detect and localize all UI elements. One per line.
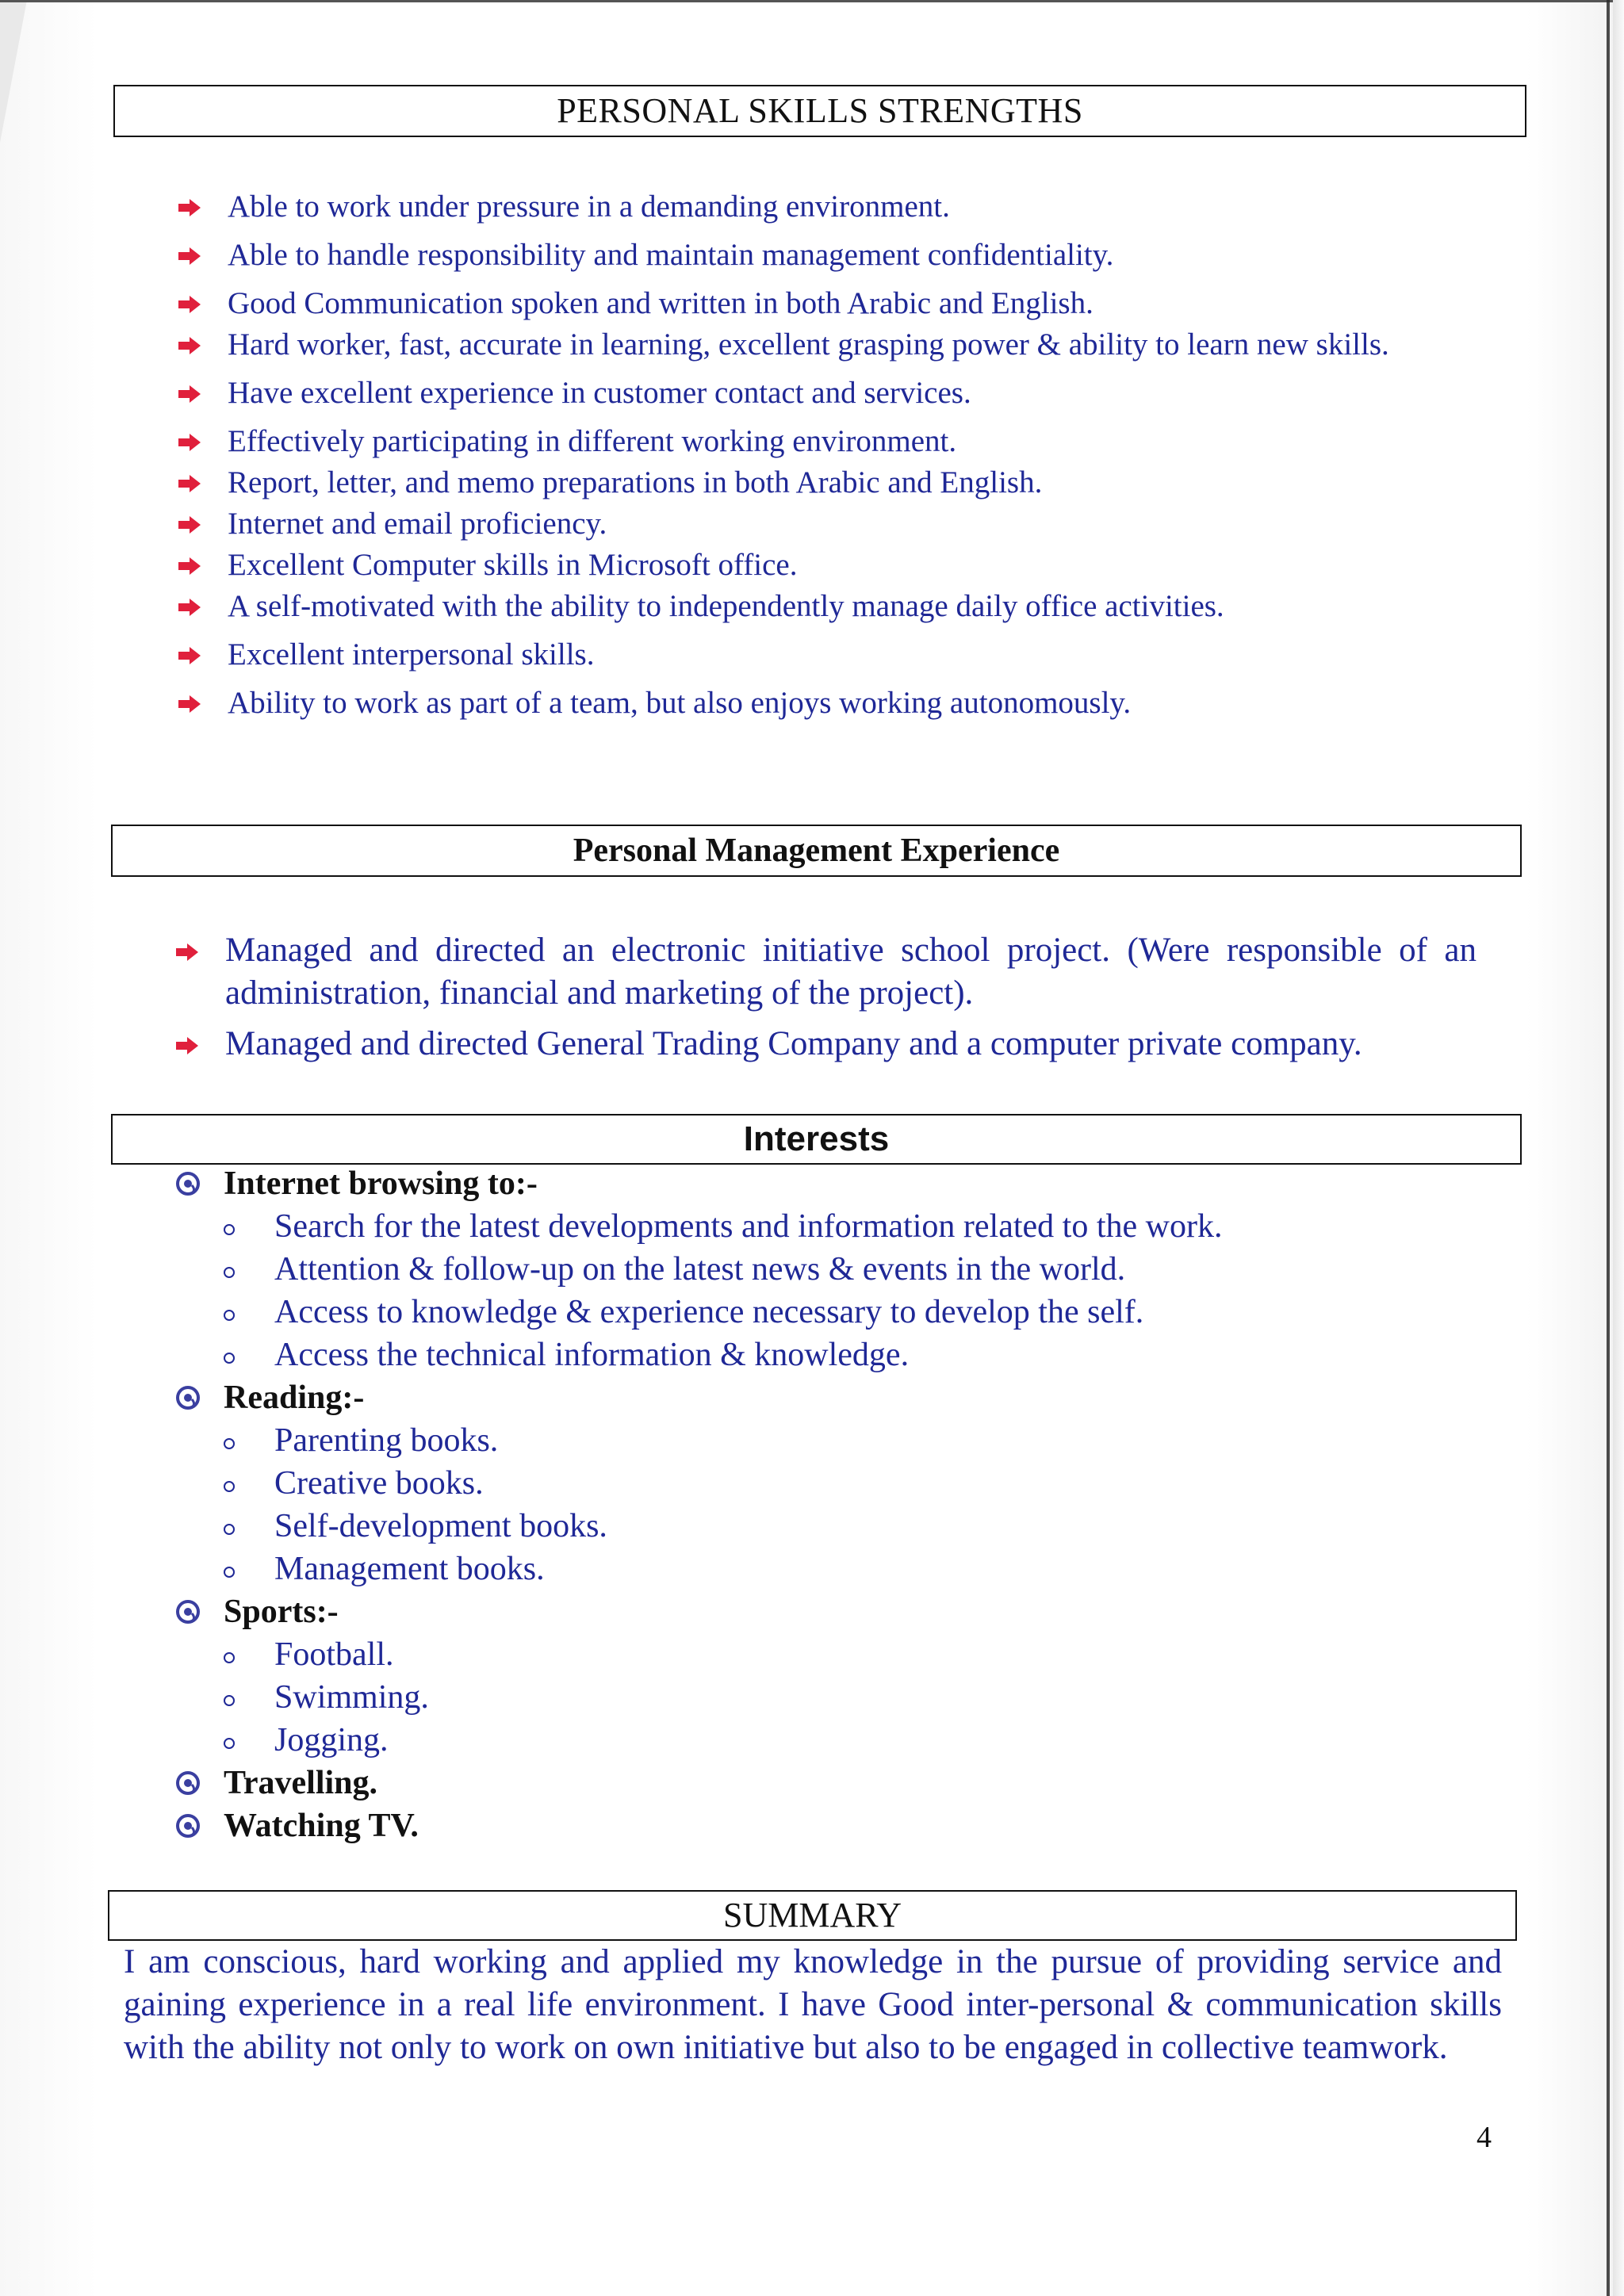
swirl-icon	[176, 1771, 200, 1795]
interest-item-text: Management books.	[274, 1551, 545, 1587]
summary-text: I am conscious, hard working and applied my knowledge in the pursue of providing service and gaining experience in a real life environment. I have Good inter-personal & communication skills with the ability not only to work on own initiative but also to be engaged in collective teamwork.	[124, 1943, 1502, 2066]
ring-bullet-icon	[224, 1224, 235, 1235]
summary-section-title: SUMMARY	[108, 1890, 1517, 1941]
list-item	[174, 1719, 1522, 1762]
ring-bullet-icon	[224, 1481, 235, 1492]
interest-category-label: Travelling.	[224, 1765, 378, 1801]
ring-bullet-icon	[224, 1652, 235, 1663]
interest-category-heading	[174, 1762, 1522, 1804]
ring-bullet-icon	[224, 1695, 235, 1706]
arrow-right-icon	[178, 337, 201, 354]
ring-bullet-icon	[224, 1353, 235, 1364]
arrow-right-icon	[178, 647, 201, 664]
interests-list	[174, 1162, 1522, 1847]
list-item	[178, 545, 1415, 585]
page-right-edge	[1607, 0, 1610, 2296]
interest-category	[174, 1804, 1522, 1847]
list-item	[178, 235, 1415, 275]
arrow-right-icon	[178, 516, 201, 534]
list-item	[178, 373, 1415, 413]
interest-category-heading	[174, 1804, 1522, 1847]
interest-category	[174, 1590, 1522, 1762]
list-item	[174, 1419, 1522, 1462]
list-item	[178, 683, 1415, 723]
list-item	[174, 1548, 1522, 1590]
arrow-right-icon	[178, 599, 201, 616]
interest-sub-list	[174, 1205, 1522, 1376]
list-item	[176, 929, 1477, 1015]
skill-text: Ability to work as part of a team, but also enjoys working autonomously.	[228, 686, 1132, 720]
arrow-right-icon	[178, 434, 201, 451]
interest-sub-list	[174, 1633, 1522, 1762]
list-item	[174, 1505, 1522, 1548]
list-item	[174, 1462, 1522, 1505]
skill-text: A self-motivated with the ability to independently manage daily office activities.	[228, 589, 1224, 623]
arrow-right-icon	[178, 385, 201, 403]
interests-section-title: Interests	[111, 1114, 1522, 1165]
interest-category-heading	[174, 1162, 1522, 1205]
arrow-right-icon	[178, 695, 201, 713]
arrow-right-icon	[176, 1037, 198, 1054]
page-number: 4	[1477, 2121, 1492, 2154]
arrow-right-icon	[178, 475, 201, 492]
list-item	[174, 1205, 1522, 1248]
ring-bullet-icon	[224, 1438, 235, 1449]
swirl-icon	[176, 1814, 200, 1838]
list-item	[178, 187, 1415, 227]
ring-bullet-icon	[224, 1738, 235, 1749]
interest-category	[174, 1762, 1522, 1804]
interest-item-text: Access the technical information & knowledge.	[274, 1337, 910, 1373]
list-item	[178, 587, 1415, 626]
skill-text: Excellent interpersonal skills.	[228, 637, 595, 672]
list-item	[174, 1633, 1522, 1676]
skills-list	[178, 187, 1415, 732]
list-item	[178, 463, 1415, 503]
page-top-edge	[0, 0, 1624, 2]
interest-item-text: Self-development books.	[274, 1508, 607, 1544]
interest-category-heading	[174, 1590, 1522, 1633]
interest-category	[174, 1376, 1522, 1590]
skill-text: Able to work under pressure in a demanding environment.	[228, 189, 950, 224]
management-section-title: Personal Management Experience	[111, 825, 1522, 877]
list-item	[174, 1676, 1522, 1719]
skills-section-title: PERSONAL SKILLS STRENGTHS	[113, 85, 1526, 137]
list-item	[174, 1334, 1522, 1376]
interest-category-label: Sports:-	[224, 1594, 339, 1630]
skill-text: Report, letter, and memo preparations in both Arabic and English.	[228, 465, 1043, 499]
interest-item-text: Creative books.	[274, 1465, 484, 1502]
swirl-icon	[176, 1386, 200, 1410]
interest-category-label: Reading:-	[224, 1380, 365, 1416]
interest-item-text: Parenting books.	[274, 1422, 499, 1459]
skill-text: Internet and email proficiency.	[228, 507, 607, 541]
list-item	[174, 1291, 1522, 1334]
ring-bullet-icon	[224, 1267, 235, 1278]
list-item	[178, 635, 1415, 675]
list-item	[178, 422, 1415, 461]
list-item	[174, 1248, 1522, 1291]
list-item	[178, 325, 1415, 365]
page-corner-fold	[0, 0, 27, 143]
interest-category-heading	[174, 1376, 1522, 1419]
swirl-icon	[176, 1600, 200, 1624]
interest-item-text: Access to knowledge & experience necessary to develop the self.	[274, 1294, 1144, 1330]
skill-text: Have excellent experience in customer contact and services.	[228, 376, 971, 410]
page-right-shadow	[1613, 0, 1624, 2296]
skill-text: Good Communication spoken and written in both Arabic and English.	[228, 286, 1094, 320]
skill-text: Excellent Computer skills in Microsoft office.	[228, 548, 798, 582]
interest-category-label: Internet browsing to:-	[224, 1165, 538, 1202]
ring-bullet-icon	[224, 1567, 235, 1578]
arrow-right-icon	[178, 557, 201, 575]
list-item	[178, 284, 1415, 323]
interest-item-text: Attention & follow-up on the latest news & events in the world.	[274, 1251, 1126, 1288]
arrow-right-icon	[178, 247, 201, 265]
list-item	[178, 504, 1415, 544]
arrow-right-icon	[178, 199, 201, 216]
management-text: Managed and directed General Trading Company and a computer private company.	[225, 1025, 1362, 1062]
skill-text: Effectively participating in different working environment.	[228, 424, 957, 458]
ring-bullet-icon	[224, 1310, 235, 1321]
ring-bullet-icon	[224, 1524, 235, 1535]
interest-item-text: Jogging.	[274, 1722, 389, 1758]
interest-sub-list	[174, 1419, 1522, 1590]
interest-category	[174, 1162, 1522, 1376]
arrow-right-icon	[178, 296, 201, 313]
skill-text: Able to handle responsibility and maintain management confidentiality.	[228, 238, 1114, 272]
management-text: Managed and directed an electronic initiative school project. (Were responsible of an administration, financial and marketing of the project).	[225, 932, 1477, 1012]
skill-text: Hard worker, fast, accurate in learning, excellent grasping power & ability to learn new skills.	[228, 327, 1389, 362]
list-item	[176, 1023, 1477, 1066]
interest-item-text: Swimming.	[274, 1679, 429, 1716]
interest-category-label: Watching TV.	[224, 1808, 419, 1844]
arrow-right-icon	[176, 943, 198, 961]
interest-item-text: Football.	[274, 1636, 394, 1673]
management-list	[176, 929, 1477, 1073]
interest-item-text: Search for the latest developments and information related to the work.	[274, 1208, 1223, 1245]
swirl-icon	[176, 1172, 200, 1196]
